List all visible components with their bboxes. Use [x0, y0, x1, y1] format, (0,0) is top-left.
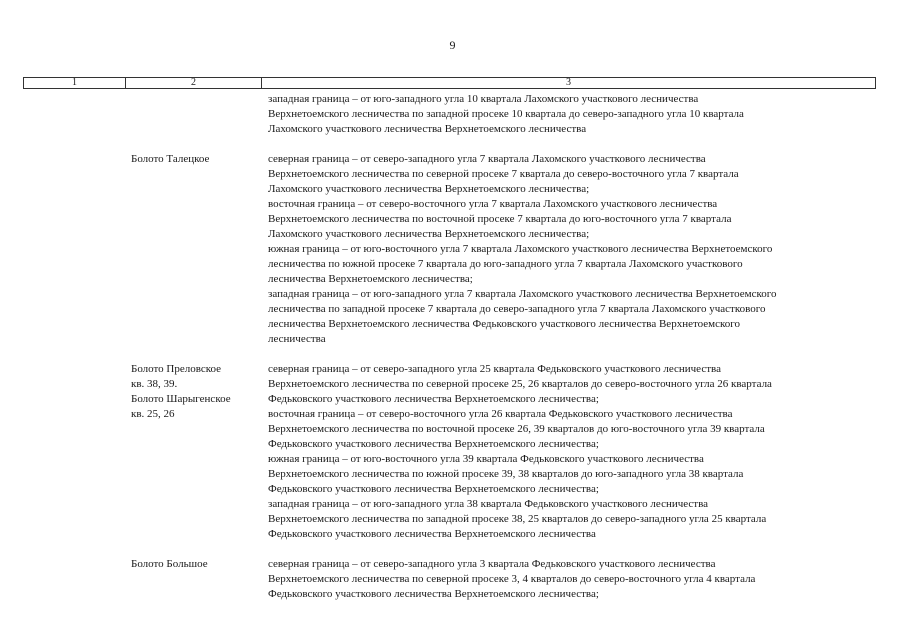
table-row: [0, 557, 905, 602]
boundary-description-line: лесничества: [268, 333, 326, 345]
table-header-col-3: 3: [566, 77, 571, 88]
boundary-description-cell: [268, 152, 878, 347]
boundary-description-line: Верхнетоемского лесничества по западной просеке 10 квартала до северо-западного угла 10 квартала: [268, 108, 744, 120]
table-body: [0, 92, 905, 602]
boundary-description-line: южная граница – от юго-восточного угла 39 квартала Федьковского участкового лесничества: [268, 453, 704, 465]
swamp-name-line: Болото Преловское: [131, 363, 222, 375]
boundary-description-line: Лахомского участкового лесничества Верхнетоемского лесничества;: [268, 183, 590, 195]
boundary-description-line: западная граница – от юго-западного угла 10 квартала Лахомского участкового лесничества: [268, 93, 699, 105]
boundary-description-line: западная граница – от юго-западного угла 7 квартала Лахомского участкового лесничества Верхнетоемского: [268, 288, 777, 300]
boundary-description-cell: [268, 557, 878, 602]
boundary-description-line: Верхнетоемского лесничества по северной просеке 3, 4 кварталов до северо-восточного угла 4 квартала: [268, 573, 756, 585]
boundary-description-line: Федьковского участкового лесничества Верхнетоемского лесничества: [268, 528, 596, 540]
boundary-description-cell: [268, 92, 878, 137]
swamp-name-cell: [0, 557, 270, 602]
swamp-name-cell: [0, 362, 270, 542]
swamp-name-line: Болото Большое: [131, 558, 208, 570]
boundary-description-line: северная граница – от северо-западного угла 25 квартала Федьковского участкового лесничества: [268, 363, 721, 375]
boundary-description-line: западная граница – от юго-западного угла 38 квартала Федьковского участкового лесничества: [268, 498, 709, 510]
table-row: [0, 152, 905, 347]
boundary-description-line: Верхнетоемского лесничества по восточной просеке 7 квартала до юго-восточного угла 7 квартала: [268, 213, 732, 225]
boundary-description-line: Федьковского участкового лесничества Верхнетоемского лесничества;: [268, 438, 599, 450]
boundary-description-line: Лахомского участкового лесничества Верхнетоемского лесничества;: [268, 228, 590, 240]
table-header-row: [23, 77, 876, 89]
boundary-description-line: Верхнетоемского лесничества по южной просеке 39, 38 кварталов до юго-западного угла 38 квартала: [268, 468, 744, 480]
swamp-name-cell: [0, 152, 270, 347]
swamp-name-line: кв. 25, 26: [131, 408, 175, 420]
boundary-description-line: северная граница – от северо-западного угла 3 квартала Федьковского участкового лесничества: [268, 558, 716, 570]
boundary-description-line: Верхнетоемского лесничества по восточной просеке 26, 39 кварталов до юго-восточного угла 39 квартала: [268, 423, 765, 435]
boundary-description-line: восточная граница – от северо-восточного угла 7 квартала Лахомского участкового лесничества: [268, 198, 718, 210]
table-header-col-2: 2: [126, 78, 262, 88]
boundary-description-line: Федьковского участкового лесничества Верхнетоемского лесничества;: [268, 393, 599, 405]
boundary-description-line: Федьковского участкового лесничества Верхнетоемского лесничества;: [268, 483, 599, 495]
boundary-description-line: лесничества Верхнетоемского лесничества Федьковского участкового лесничества Верхнетоемского: [268, 318, 741, 330]
boundary-description-line: Верхнетоемского лесничества по северной просеке 7 квартала до северо-восточного угла 7 квартала: [268, 168, 739, 180]
table-header-col-1: 1: [24, 78, 126, 88]
boundary-description-line: восточная граница – от северо-восточного угла 26 квартала Федьковского участкового лесничества: [268, 408, 733, 420]
boundary-description-line: южная граница – от юго-восточного угла 7 квартала Лахомского участкового лесничества Верхнетоемского: [268, 243, 773, 255]
boundary-description-cell: [268, 362, 878, 542]
swamp-name-line: Болото Талецкое: [131, 153, 210, 165]
boundary-description-line: Федьковского участкового лесничества Верхнетоемского лесничества;: [268, 588, 599, 600]
swamp-name-line: кв. 38, 39.: [131, 378, 178, 390]
boundary-description-line: Верхнетоемского лесничества по северной просеке 25, 26 кварталов до северо-восточного угла 26 квартала: [268, 378, 772, 390]
table-row: [0, 362, 905, 542]
boundary-description-line: Верхнетоемского лесничества по западной просеке 38, 25 кварталов до северо-западного угла 25 квартала: [268, 513, 767, 525]
boundary-description-line: Лахомского участкового лесничества Верхнетоемского лесничества: [268, 123, 587, 135]
table-row: [0, 92, 905, 137]
boundary-description-line: лесничества по южной просеке 7 квартала до юго-западного угла 7 квартала Лахомского участкового: [268, 258, 743, 270]
swamp-name-cell: [0, 92, 270, 137]
boundary-description-line: северная граница – от северо-западного угла 7 квартала Лахомского участкового лесничества: [268, 153, 706, 165]
boundary-description-line: лесничества по западной просеке 7 квартала до северо-западного угла 7 квартала Лахомского участкового: [268, 303, 766, 315]
swamp-name-line: Болото Шарыгенское: [131, 393, 231, 405]
page-number: 9: [449, 38, 456, 52]
boundary-description-line: лесничества Верхнетоемского лесничества;: [268, 273, 473, 285]
